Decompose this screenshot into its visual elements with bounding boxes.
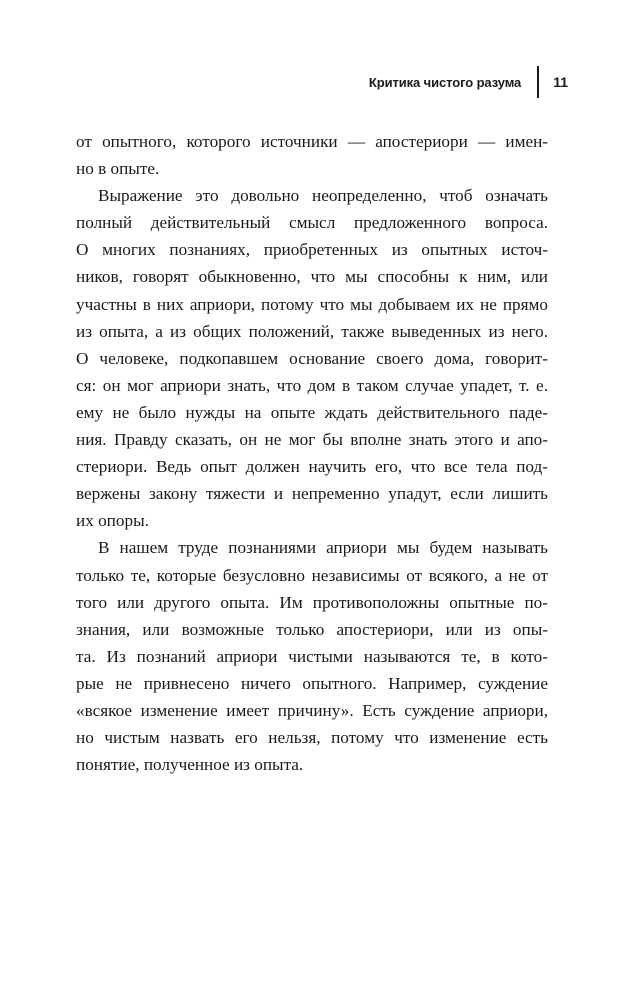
page-number: 11 — [553, 74, 568, 90]
paragraph — [76, 128, 548, 182]
text-line: ния. Правду сказать, он не мог бы вполне знать этого и апо- — [76, 430, 548, 450]
running-title: Критика чистого разума — [368, 74, 522, 90]
text-line: ему не было нужды на опыте ждать действительного паде- — [76, 402, 548, 422]
text-line: полный действительный смысл предложенного вопроса. — [76, 213, 548, 233]
text-line: понятие, полученное из опыта. — [76, 755, 304, 775]
text-line: стериори. Ведь опыт должен научить его, что все тела под- — [76, 457, 548, 477]
text-line: вержены закону тяжести и непременно упадут, если лишить — [76, 484, 548, 504]
text-line: рые не привнесено ничего опытного. Например, суждение — [76, 673, 548, 693]
text-line: Выражение это довольно неопределенно, чтоб означать — [98, 186, 548, 206]
text-line: их опоры. — [76, 511, 149, 531]
running-head — [369, 66, 568, 98]
paragraph — [76, 182, 548, 534]
text-line: того или другого опыта. Им противоположны опытные по- — [76, 592, 548, 612]
header-divider — [537, 66, 539, 98]
text-line: из опыта, а из общих положений, также выведенных из него. — [76, 321, 548, 341]
text-line: ся: он мог априори знать, что дом в таком случае упадет, т. е. — [76, 375, 548, 395]
text-line: но чистым назвать его нельзя, потому что изменение есть — [76, 728, 548, 748]
paragraph — [76, 534, 548, 778]
text-line: знания, или возможные только апостериори, или из опы- — [76, 619, 548, 639]
text-line: та. Из познаний априори чистыми называются те, в кото- — [76, 646, 548, 666]
text-line: ников, говорят обыкновенно, что мы способны к ним, или — [76, 267, 548, 287]
text-line: В нашем труде познаниями априори мы будем называть — [98, 538, 548, 558]
text-line: О многих познаниях, приобретенных из опытных источ- — [76, 240, 548, 260]
text-line: «всякое изменение имеет причину». Есть суждение априори, — [76, 700, 548, 720]
text-line: участны в них априори, потому что мы добываем их не прямо — [76, 294, 548, 314]
text-line: от опытного, которого источники — апостериори — имен- — [76, 132, 548, 151]
body-text — [76, 128, 548, 778]
text-line: но в опыте. — [76, 159, 160, 179]
text-line: только те, которые безусловно независимы от всякого, а не от — [76, 565, 548, 585]
text-line: О человеке, подкопавшем основание своего дома, говорит- — [76, 348, 548, 368]
